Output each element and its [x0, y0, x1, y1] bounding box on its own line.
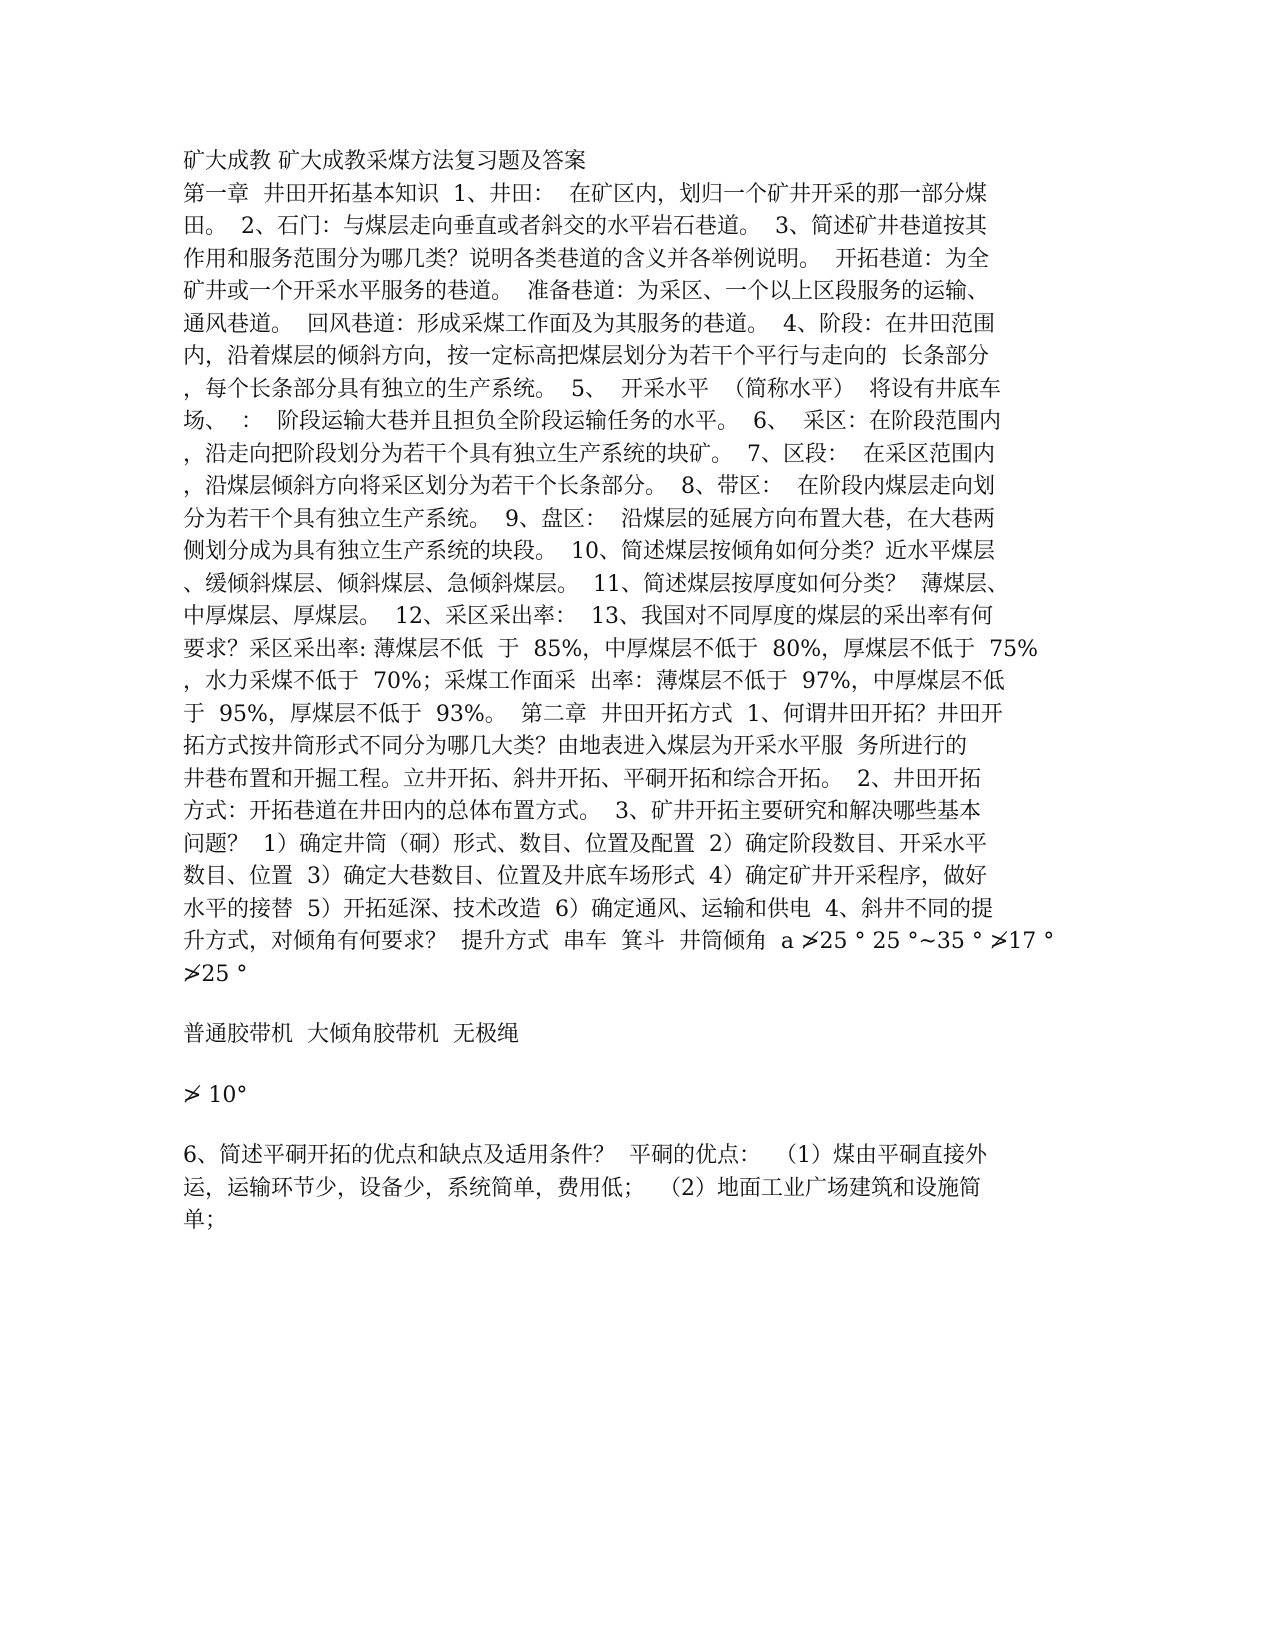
text-line: 拓方式按井筒形式不同分为哪几大类？由地表进入煤层为开采水平服 务所进行的 — [183, 734, 967, 759]
text-line: ≯25 ° — [183, 961, 248, 987]
text-line: ，沿走向把阶段划分为若干个具有独立生产系统的块矿。 7、区段： 在采区范围内 — [183, 441, 995, 467]
text-line: 作用和服务范围分为哪几类？说明各类巷道的含义并各举例说明。 开拓巷道：为全 — [183, 246, 989, 272]
conveyor-types-line: 普通胶带机 大倾角胶带机 无极绳 — [183, 1022, 519, 1047]
main-paragraph — [183, 179, 1103, 992]
text-line: 问题？ 1）确定井筒（硐）形式、数目、位置及配置 2）确定阶段数目、开采水平 — [183, 831, 987, 857]
text-line: ，沿煤层倾斜方向将采区划分为若干个长条部分。 8、带区： 在阶段内煤层走向划 — [183, 474, 995, 499]
text-line: 数目、位置 3）确定大巷数目、位置及井底车场形式 4）确定矿井开采程序，做好 — [183, 864, 987, 889]
question-6-paragraph — [183, 1140, 1103, 1238]
paragraph-gap — [183, 991, 1103, 1019]
text-line: 中厚煤层、厚煤层。 12、采区采出率： 13、我国对不同厚度的煤层的采出率有何 — [183, 604, 993, 629]
text-line: 水平的接替 5）开拓延深、技术改造 6）确定通风、运输和供电 4、斜井不同的提 — [183, 896, 993, 922]
text-line: ，每个长条部分具有独立的生产系统。 5、 开采水平 （简称水平） 将设有井底车 — [183, 376, 1001, 402]
text-line: 方式：开拓巷道在井田内的总体布置方式。 3、矿井开拓主要研究和解决哪些基本 — [183, 799, 981, 824]
text-line: 场、 ： 阶段运输大巷并且担负全阶段运输任务的水平。 6、 采区：在阶段范围内 — [183, 409, 1001, 434]
document-title: 矿大成教 矿大成教采煤方法复习题及答案 — [183, 149, 586, 174]
text-line: 矿井或一个开采水平服务的巷道。 准备巷道：为采区、一个以上区段服务的运输、 — [183, 279, 989, 304]
text-line: 第一章 井田开拓基本知识 1、井田： 在矿区内，划归一个矿井开采的那一部分煤 — [183, 181, 987, 207]
text-line: 内，沿着煤层的倾斜方向，按一定标高把煤层划分为若干个平行与走向的 长条部分 — [183, 344, 989, 369]
text-line: 单； — [183, 1208, 228, 1233]
text-line: ，水力采煤不低于 70%；采煤工作面采 出率：薄煤层不低于 97%，中厚煤层不低 — [183, 669, 1005, 694]
text-line: 分为若干个具有独立生产系统。 9、盘区： 沿煤层的延展方向布置大巷，在大巷两 — [183, 506, 995, 532]
text-line: 侧划分成为具有独立生产系统的块段。 10、简述煤层按倾角如何分类？近水平煤层 — [183, 539, 995, 564]
text-line: 6、简述平硐开拓的优点和缺点及适用条件？ 平硐的优点： （1）煤由平硐直接外 — [183, 1143, 987, 1168]
text-line: 通风巷道。 回风巷道：形成采煤工作面及为其服务的巷道。 4、阶段：在井田范围 — [183, 311, 995, 337]
text-line: 于 95%，厚煤层不低于 93%。 第二章 井田开拓方式 1、何谓井田开拓？井田开 — [183, 701, 1003, 727]
text-line: 田。 2、石门：与煤层走向垂直或者斜交的水平岩石巷道。 3、简述矿井巷道按其 — [183, 214, 987, 239]
text-line: 升方式，对倾角有何要求？ 提升方式 串车 箕斗 井筒倾角 a ≯25 ° 25 °~35 ° ≯17 ° — [183, 929, 1055, 954]
paragraph-gap — [183, 1052, 1103, 1080]
paragraph-gap — [183, 1112, 1103, 1140]
text-line: 要求？采区采出率: 薄煤层不低 于 85%，中厚煤层不低于 80%，厚煤层不低于 75% — [183, 636, 1039, 662]
text-line: 井巷布置和开掘工程。立井开拓、斜井开拓、平硐开拓和综合开拓。 2、井田开拓 — [183, 766, 981, 792]
angle-line: ≯ 10° — [183, 1082, 248, 1108]
document-body — [183, 146, 1103, 1238]
text-line: 、缓倾斜煤层、倾斜煤层、急倾斜煤层。 11、简述煤层按厚度如何分类？ 薄煤层、 — [183, 571, 1009, 597]
text-line: 运，运输环节少，设备少，系统简单，费用低； （2）地面工业广场建筑和设施简 — [183, 1175, 981, 1201]
